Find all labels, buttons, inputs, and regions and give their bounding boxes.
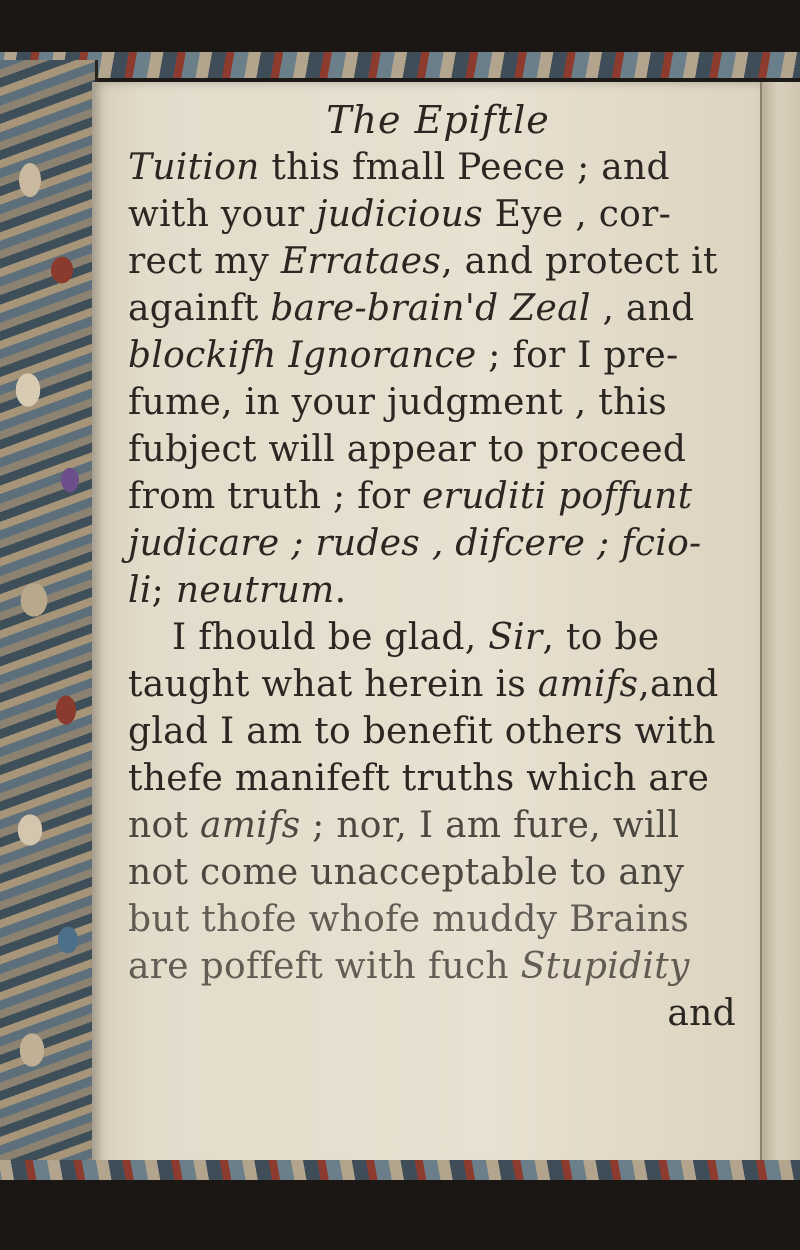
roman-run: thefe manifeft truths which are: [128, 758, 710, 799]
italic-run: amifs: [199, 805, 301, 846]
text-line: [128, 943, 748, 990]
roman-run: ; for I pre-: [476, 335, 679, 376]
roman-run: fubject will appear to proceed: [128, 429, 687, 470]
text-line: [128, 473, 748, 520]
italic-run: T: [128, 147, 153, 188]
text-line: [128, 426, 748, 473]
italic-run: bare-brain'd Zeal: [270, 288, 591, 329]
page-text: [128, 96, 748, 1037]
marbled-edge-top: [0, 0, 800, 78]
italic-run: Stupidity: [520, 946, 690, 987]
roman-run: againft: [128, 288, 271, 329]
roman-run: glad I am to benefit others with: [128, 711, 716, 752]
roman-run: ;: [151, 570, 176, 611]
roman-run: ,and: [638, 664, 719, 705]
italic-run: judicare ; rudes , difcere ; fcio-: [128, 523, 702, 564]
roman-run: from truth ; for: [128, 476, 423, 517]
text-line: [128, 755, 748, 802]
italic-run: eruditi poffunt: [422, 476, 693, 517]
text-line: [128, 802, 748, 849]
text-line: [128, 191, 748, 238]
text-line: [128, 285, 748, 332]
catchword: and: [667, 993, 736, 1034]
roman-run: with your: [128, 194, 317, 235]
roman-run: not: [128, 805, 200, 846]
italic-run: Errataes: [280, 241, 442, 282]
text-line: [128, 332, 748, 379]
text-lines: [128, 144, 748, 990]
italic-run: uition: [152, 147, 260, 188]
marbled-endpaper: [0, 60, 98, 1170]
italic-run: neutrum: [175, 570, 335, 611]
roman-run: taught what herein is: [128, 664, 538, 705]
roman-run: but thofe whofe muddy Brains: [128, 899, 690, 940]
roman-run: rect my: [128, 241, 281, 282]
roman-run: .: [334, 570, 347, 611]
roman-run: I fhould be glad,: [172, 617, 489, 658]
italic-run: judicious: [316, 194, 483, 235]
roman-run: not come unacceptable to any: [128, 852, 685, 893]
text-line: [128, 896, 748, 943]
roman-run: , and: [590, 288, 695, 329]
marbled-edge-bottom: [0, 1160, 800, 1250]
text-line: [128, 567, 748, 614]
italic-run: li: [128, 570, 152, 611]
roman-run: this fmall Peece ; and: [259, 147, 670, 188]
roman-run: Eye , cor-: [482, 194, 672, 235]
italic-run: blockifh Ignorance: [128, 335, 477, 376]
roman-run: , to be: [542, 617, 660, 658]
roman-run: , and protect it: [441, 241, 718, 282]
text-line: [128, 708, 748, 755]
italic-run: amifs: [537, 664, 639, 705]
running-head: The Epiftle: [326, 98, 550, 142]
text-line: [128, 520, 748, 567]
italic-run: Sir: [488, 617, 543, 658]
text-line: [128, 238, 748, 285]
text-line: [128, 379, 748, 426]
roman-run: are poffeft with fuch: [128, 946, 521, 987]
text-line: [128, 144, 748, 191]
adjacent-page-edge: [760, 82, 800, 1170]
roman-run: ; nor, I am fure, will: [300, 805, 680, 846]
text-line: [128, 661, 748, 708]
text-line: [128, 614, 748, 661]
text-line: [128, 849, 748, 896]
roman-run: fume, in your judgment , this: [128, 382, 668, 423]
